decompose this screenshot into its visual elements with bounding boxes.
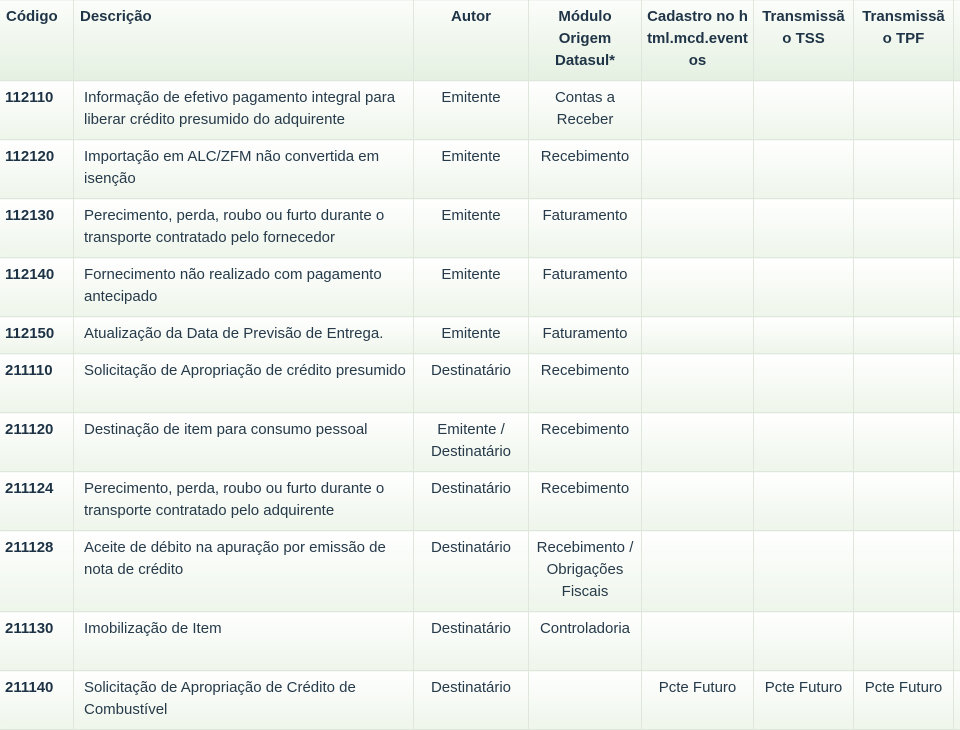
cell-modulo: Recebimento	[529, 354, 642, 413]
cell-modulo: Recebimento	[529, 140, 642, 199]
cell-tss: Pcte Futuro	[754, 671, 854, 730]
cell-descricao: Informação de efetivo pagamento integral para liberar crédito presumido do adquirente	[74, 81, 414, 140]
cell-extra	[954, 317, 960, 354]
cell-autor: Destinatário	[414, 354, 529, 413]
cell-extra	[954, 472, 960, 531]
cell-tss	[754, 317, 854, 354]
cell-tpf	[854, 413, 954, 472]
table-row	[0, 258, 960, 317]
cell-descricao: Solicitação de Apropriação de Crédito de Combustível	[74, 671, 414, 730]
cell-autor: Destinatário	[414, 472, 529, 531]
cell-descricao: Perecimento, perda, roubo ou furto durante o transporte contratado pelo adquirente	[74, 472, 414, 531]
cell-tpf	[854, 81, 954, 140]
cell-codigo: 211120	[0, 413, 74, 472]
table-header-row	[0, 0, 960, 81]
cell-tpf	[854, 354, 954, 413]
cell-tpf	[854, 317, 954, 354]
cell-codigo: 211130	[0, 612, 74, 671]
cell-extra	[954, 199, 960, 258]
cell-codigo: 112150	[0, 317, 74, 354]
cell-descricao: Atualização da Data de Previsão de Entrega.	[74, 317, 414, 354]
cell-descricao: Solicitação de Apropriação de crédito presumido	[74, 354, 414, 413]
cell-codigo: 211128	[0, 531, 74, 612]
table-row	[0, 612, 960, 671]
cell-modulo: Faturamento	[529, 317, 642, 354]
cell-tss	[754, 354, 854, 413]
cell-tss	[754, 199, 854, 258]
cell-tpf: Pcte Futuro	[854, 671, 954, 730]
cell-tpf	[854, 531, 954, 612]
cell-tpf	[854, 612, 954, 671]
cell-codigo: 112140	[0, 258, 74, 317]
cell-autor: Destinatário	[414, 612, 529, 671]
cell-autor: Emitente	[414, 140, 529, 199]
cell-modulo: Recebimento	[529, 413, 642, 472]
table-row	[0, 354, 960, 413]
cell-autor: Emitente	[414, 81, 529, 140]
header-tss: Transmissão TSS	[754, 0, 854, 81]
cell-autor: Emitente	[414, 258, 529, 317]
header-extra	[954, 0, 960, 81]
cell-cadastro	[642, 140, 754, 199]
table-row	[0, 81, 960, 140]
cell-codigo: 112120	[0, 140, 74, 199]
cell-tss	[754, 140, 854, 199]
cell-modulo: Recebimento / Obrigações Fiscais	[529, 531, 642, 612]
cell-modulo: Faturamento	[529, 258, 642, 317]
header-descricao: Descrição	[74, 0, 414, 81]
table-row	[0, 199, 960, 258]
cell-extra	[954, 258, 960, 317]
cell-modulo	[529, 671, 642, 730]
cell-descricao: Destinação de item para consumo pessoal	[74, 413, 414, 472]
cell-extra	[954, 81, 960, 140]
cell-cadastro	[642, 317, 754, 354]
cell-cadastro	[642, 413, 754, 472]
cell-cadastro	[642, 472, 754, 531]
cell-codigo: 112130	[0, 199, 74, 258]
cell-extra	[954, 612, 960, 671]
header-tpf: Transmissão TPF	[854, 0, 954, 81]
cell-cadastro	[642, 199, 754, 258]
cell-tpf	[854, 472, 954, 531]
header-codigo: Código	[0, 0, 74, 81]
cell-autor: Emitente	[414, 317, 529, 354]
cell-cadastro	[642, 81, 754, 140]
table-row	[0, 671, 960, 730]
cell-descricao: Perecimento, perda, roubo ou furto durante o transporte contratado pelo fornecedor	[74, 199, 414, 258]
cell-cadastro	[642, 258, 754, 317]
cell-tss	[754, 472, 854, 531]
cell-codigo: 211124	[0, 472, 74, 531]
cell-extra	[954, 413, 960, 472]
table-row	[0, 140, 960, 199]
cell-codigo: 211110	[0, 354, 74, 413]
cell-cadastro: Pcte Futuro	[642, 671, 754, 730]
cell-tpf	[854, 140, 954, 199]
cell-autor: Emitente	[414, 199, 529, 258]
cell-cadastro	[642, 531, 754, 612]
cell-descricao: Imobilização de Item	[74, 612, 414, 671]
table-row	[0, 531, 960, 612]
cell-modulo: Recebimento	[529, 472, 642, 531]
cell-tss	[754, 531, 854, 612]
table-row	[0, 317, 960, 354]
cell-descricao: Importação em ALC/ZFM não convertida em isenção	[74, 140, 414, 199]
cell-autor: Emitente / Destinatário	[414, 413, 529, 472]
header-modulo: Módulo Origem Datasul*	[529, 0, 642, 81]
table-row	[0, 413, 960, 472]
cell-tpf	[854, 258, 954, 317]
cell-extra	[954, 671, 960, 730]
cell-codigo: 211140	[0, 671, 74, 730]
cell-extra	[954, 140, 960, 199]
cell-descricao: Aceite de débito na apuração por emissão de nota de crédito	[74, 531, 414, 612]
cell-cadastro	[642, 354, 754, 413]
table-row	[0, 472, 960, 531]
cell-descricao: Fornecimento não realizado com pagamento antecipado	[74, 258, 414, 317]
cell-modulo: Controladoria	[529, 612, 642, 671]
cell-modulo: Faturamento	[529, 199, 642, 258]
cell-extra	[954, 354, 960, 413]
header-cadastro: Cadastro no html.mcd.eventos	[642, 0, 754, 81]
header-autor: Autor	[414, 0, 529, 81]
cell-cadastro	[642, 612, 754, 671]
cell-autor: Destinatário	[414, 531, 529, 612]
cell-modulo: Contas a Receber	[529, 81, 642, 140]
cell-tss	[754, 81, 854, 140]
cell-extra	[954, 531, 960, 612]
cell-tss	[754, 413, 854, 472]
cell-tss	[754, 612, 854, 671]
cell-tpf	[854, 199, 954, 258]
cell-autor: Destinatário	[414, 671, 529, 730]
cell-tss	[754, 258, 854, 317]
cell-codigo: 112110	[0, 81, 74, 140]
